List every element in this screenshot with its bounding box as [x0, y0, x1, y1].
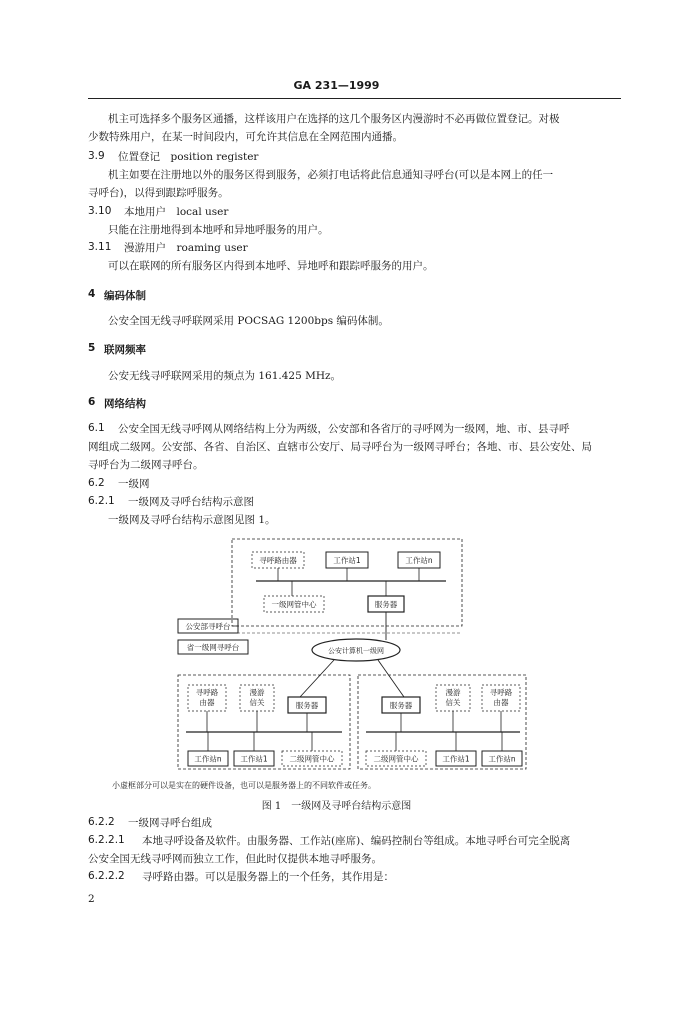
- clause-6-2-2-2-number: 6.2.2.2: [88, 870, 125, 882]
- clause-6-2-2-1-line-1: 本地寻呼设备及软件。由服务器、工作站(座席)、编码控制台等组成。本地寻呼台可完全脱离: [142, 835, 571, 847]
- top-workstation-n: 工作站n: [405, 556, 433, 565]
- clause-3-10-number: 3.10: [88, 205, 112, 217]
- top-server: 服务器: [374, 600, 398, 609]
- clause-3-9-number: 3.9: [88, 150, 105, 162]
- left-roaming-gateway-line-1: 漫游: [249, 688, 265, 697]
- clause-3-9-line-2: 寻呼台)，以得到跟踪呼服务。: [88, 187, 229, 199]
- section-4-number: 4: [88, 288, 96, 300]
- section-4-title: 编码体制: [104, 290, 146, 302]
- clause-6-2-2-2-line-1: 寻呼路由器。可以是服务器上的一个任务，其作用是：: [142, 871, 394, 883]
- right-roaming-gateway-line-1: 漫游: [445, 688, 461, 697]
- clause-3-10-line-1: 只能在注册地得到本地呼和异地呼服务的用户。: [108, 224, 329, 236]
- right-paging-router-line-1: 寻呼路: [489, 688, 513, 697]
- clause-3-11-line-1: 可以在联网的所有服务区内得到本地呼、异地呼和跟踪呼服务的用户。: [108, 260, 434, 272]
- left-paging-router-line-2: 由器: [199, 698, 215, 707]
- clause-3-9-title: 位置登记 position register: [118, 151, 259, 163]
- clause-6-2-number: 6.2: [88, 477, 105, 489]
- left-roaming-gateway-line-2: 信关: [249, 698, 265, 707]
- section-4-line-1: 公安全国无线寻呼联网采用 POCSAG 1200bps 编码体制。: [108, 315, 389, 327]
- figure-note: 小虚框部分可以是实在的硬件设备，也可以是服务器上的不同软件或任务。: [112, 781, 376, 790]
- left-paging-router-line-1: 寻呼路: [195, 688, 219, 697]
- clause-6-2-2-title: 一级网寻呼台组成: [128, 817, 212, 829]
- clause-3-11-number: 3.11: [88, 241, 112, 253]
- clause-6-2-2-1-number: 6.2.2.1: [88, 834, 125, 846]
- top-paging-router: 寻呼路由器: [259, 556, 297, 565]
- left-network-management-center: 二级网管中心: [289, 754, 335, 764]
- continued-line-1: 机主可选择多个服务区通播，这样该用户在选择的这几个服务区内漫游时不必再做位置登记。对极: [108, 113, 560, 125]
- top-network-management-center: 一级网管中心: [271, 600, 317, 609]
- label-provincial-paging-station: 省一级网寻呼台: [186, 643, 240, 652]
- clause-6-1-number: 6.1: [88, 422, 105, 434]
- right-network-management-center: 二级网管中心: [373, 754, 419, 764]
- section-6-title: 网络结构: [104, 398, 146, 410]
- clause-6-2-2-1-line-2: 公安全国无线寻呼网而独立工作，但此时仅提供本地寻呼服务。: [88, 853, 382, 865]
- clause-6-1-line-3: 寻呼台为二级网寻呼台。: [88, 459, 204, 471]
- label-ministry-paging-station: 公安部寻呼台: [185, 622, 231, 631]
- right-paging-router-line-2: 由器: [493, 698, 509, 707]
- left-server: 服务器: [295, 701, 319, 710]
- page-number: 2: [88, 893, 95, 905]
- continued-line-2: 少数特殊用户，在某一时间段内，可允许其信息在全网范围内通播。: [88, 131, 403, 143]
- figure-1-network-diagram: [170, 535, 530, 780]
- figure-caption: 图 1 一级网及寻呼台结构示意图: [261, 801, 412, 812]
- clause-3-10-title: 本地用户 local user: [124, 206, 229, 218]
- section-6-number: 6: [88, 396, 96, 408]
- right-workstation-1: 工作站1: [442, 754, 470, 764]
- clause-6-2-2-number: 6.2.2: [88, 816, 115, 828]
- section-5-number: 5: [88, 342, 96, 354]
- clause-6-2-1-title: 一级网及寻呼台结构示意图: [128, 496, 254, 508]
- clause-3-11-title: 漫游用户 roaming user: [124, 242, 248, 254]
- top-workstation-1: 工作站1: [333, 556, 361, 565]
- public-security-network: 公安计算机一级网: [328, 647, 384, 655]
- right-workstation-n: 工作站n: [488, 754, 516, 764]
- left-workstation-n: 工作站n: [194, 754, 222, 764]
- section-5-line-1: 公安无线寻呼联网采用的频点为 161.425 MHz。: [108, 370, 342, 382]
- page-header: GA 231—1999: [293, 79, 380, 92]
- right-server: 服务器: [389, 701, 413, 710]
- header-rule: [88, 98, 621, 99]
- section-5-title: 联网频率: [104, 344, 146, 356]
- clause-6-2-1-line-1: 一级网及寻呼台结构示意图见图 1。: [108, 514, 276, 526]
- clause-6-1-line-1: 公安全国无线寻呼网从网络结构上分为两级，公安部和各省厅的寻呼网为一级网，地、市、县寻呼: [118, 423, 570, 435]
- clause-6-2-title: 一级网: [118, 478, 150, 490]
- clause-6-1-line-2: 网组成二级网。公安部、各省、自治区、直辖市公安厅、局寻呼台为一级网寻呼台；各地、市、县公安处、局: [88, 441, 592, 453]
- left-workstation-1: 工作站1: [240, 754, 268, 764]
- clause-6-2-1-number: 6.2.1: [88, 495, 115, 507]
- clause-3-9-line-1: 机主如要在注册地以外的服务区得到服务，必须打电话将此信息通知寻呼台(可以是本网上的任一: [108, 169, 554, 181]
- right-roaming-gateway-line-2: 信关: [445, 698, 461, 707]
